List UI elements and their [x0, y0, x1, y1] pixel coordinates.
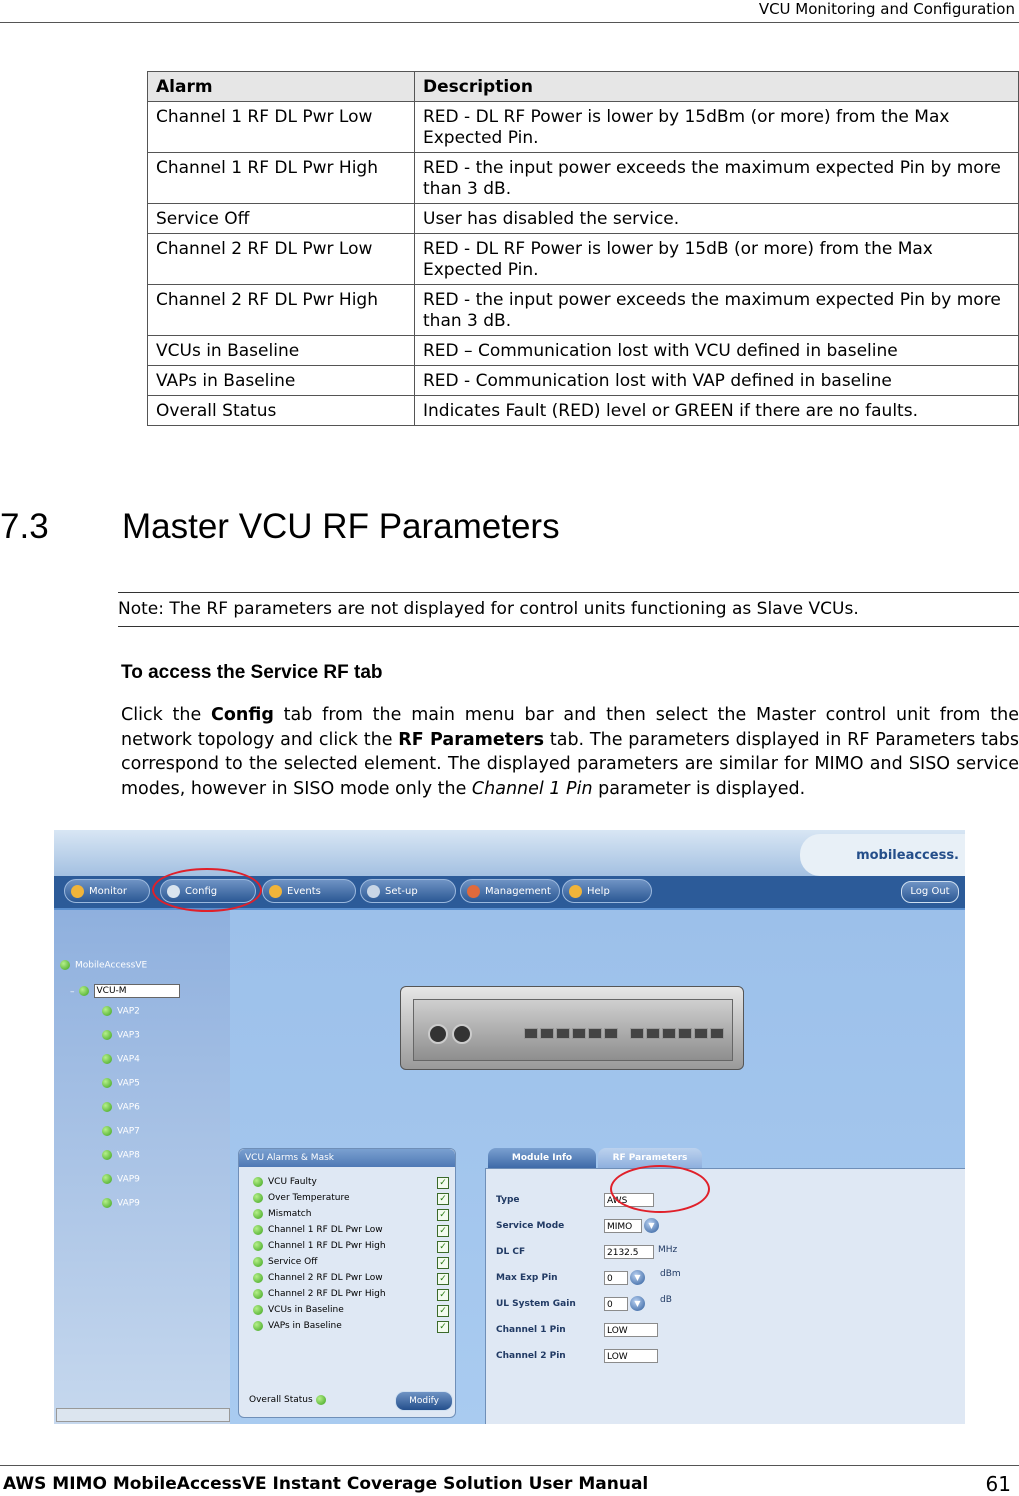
logout-button[interactable]: Log Out	[901, 881, 959, 903]
tree-label: MobileAccessVE	[75, 960, 148, 971]
alarm-item	[253, 1303, 344, 1317]
mask-checkbox[interactable]: ✓	[437, 1225, 449, 1237]
note-box: Note: The RF parameters are not displayed for control units functioning as Slave VCUs.	[118, 592, 1019, 627]
overall-status-label: Overall Status	[249, 1395, 313, 1405]
tree-node-vap[interactable]	[102, 1198, 140, 1209]
tree-scrollbar[interactable]	[56, 1408, 230, 1422]
ethernet-port-icon	[694, 1028, 708, 1039]
dl-cf-field[interactable]: 2132.5	[604, 1245, 654, 1259]
description-cell: RED – Communication lost with VCU defined in baseline	[415, 336, 1019, 366]
alarm-item	[253, 1207, 311, 1221]
column-header: Alarm	[148, 72, 415, 102]
tree-label: VAP4	[117, 1054, 140, 1065]
tree-label: VAP6	[117, 1102, 140, 1113]
monitor-icon	[71, 885, 84, 898]
tab-label: Set-up	[385, 886, 418, 897]
channel-1-pin-label: Channel 1 Pin	[496, 1325, 566, 1335]
management-icon	[467, 885, 480, 898]
highlight-config-oval	[152, 868, 262, 912]
logo-text: mobileaccess.	[856, 848, 959, 863]
dl-cf-label: DL CF	[496, 1247, 526, 1257]
alarm-cell: Channel 2 RF DL Pwr High	[148, 285, 415, 336]
status-ok-icon	[102, 1150, 112, 1160]
rf-port-icon	[452, 1024, 472, 1044]
vcu-alarms-mask-panel	[238, 1148, 456, 1418]
mask-checkbox[interactable]: ✓	[437, 1177, 449, 1189]
table-header-row	[148, 72, 1019, 102]
ethernet-port-icon	[540, 1028, 554, 1039]
ethernet-port-icon	[572, 1028, 586, 1039]
alarm-label: Channel 1 RF DL Pwr High	[268, 1241, 386, 1251]
status-ok-icon	[102, 1102, 112, 1112]
tree-label: VAP7	[117, 1126, 140, 1137]
table-row	[148, 204, 1019, 234]
mask-checkbox[interactable]: ✓	[437, 1305, 449, 1317]
tab-management[interactable]	[460, 879, 560, 903]
main-panel	[230, 910, 965, 1424]
description-cell: RED - the input power exceeds the maximum expected Pin by more than 3 dB.	[415, 285, 1019, 336]
alarm-item	[253, 1287, 386, 1301]
mask-checkbox[interactable]: ✓	[437, 1321, 449, 1333]
subheading: To access the Service RF tab	[121, 662, 383, 683]
network-topology-tree	[54, 910, 230, 1424]
status-ok-icon	[253, 1257, 263, 1267]
modify-button[interactable]: Modify	[395, 1391, 453, 1411]
tab-events[interactable]	[262, 879, 356, 903]
tree-node-vap[interactable]	[102, 1030, 140, 1041]
status-ok-icon	[102, 1030, 112, 1040]
alarm-label: Over Temperature	[268, 1193, 350, 1203]
alarm-cell: VCUs in Baseline	[148, 336, 415, 366]
paragraph-text: tab from the main menu bar and then select the Master control unit from the network topology and click the	[121, 705, 1019, 750]
alarm-label: VAPs in Baseline	[268, 1321, 342, 1331]
status-ok-icon	[253, 1177, 263, 1187]
tab-setup[interactable]	[360, 879, 456, 903]
channel-pin-term: Channel 1 Pin	[471, 778, 593, 799]
status-ok-icon	[102, 1174, 112, 1184]
page-footer	[0, 1465, 1019, 1496]
highlight-rf-tab-oval	[610, 1165, 710, 1213]
max-exp-pin-select[interactable]: 0	[604, 1271, 628, 1285]
instruction-paragraph	[121, 703, 1019, 801]
tab-label: Monitor	[89, 886, 128, 897]
status-ok-icon	[253, 1321, 263, 1331]
table-row	[148, 366, 1019, 396]
channel-1-pin-field[interactable]: LOW	[604, 1323, 658, 1337]
dl-cf-unit: MHz	[658, 1245, 678, 1255]
table-row	[148, 285, 1019, 336]
tree-node-vap[interactable]	[102, 1102, 140, 1113]
config-term: Config	[211, 705, 274, 725]
max-exp-pin-label: Max Exp Pin	[496, 1273, 558, 1283]
ethernet-port-icon	[604, 1028, 618, 1039]
status-ok-icon	[102, 1126, 112, 1136]
app-screenshot	[54, 830, 965, 1424]
tab-label: Help	[587, 886, 610, 897]
table-row	[148, 396, 1019, 426]
status-ok-icon	[253, 1241, 263, 1251]
chevron-down-icon[interactable]: ▼	[630, 1296, 645, 1311]
ethernet-port-icon	[630, 1028, 644, 1039]
mask-checkbox[interactable]: ✓	[437, 1289, 449, 1301]
column-header: Description	[415, 72, 1019, 102]
type-field[interactable]: AWS	[604, 1193, 654, 1207]
table-row	[148, 336, 1019, 366]
rf-parameters-panel	[485, 1168, 965, 1424]
tools-icon	[367, 885, 380, 898]
status-ok-icon	[102, 1078, 112, 1088]
tree-label-selected: VCU-M	[94, 984, 180, 998]
description-cell: User has disabled the service.	[415, 204, 1019, 234]
description-cell: RED - DL RF Power is lower by 15dB (or more) from the Max Expected Pin.	[415, 234, 1019, 285]
tree-label: VAP8	[117, 1150, 140, 1161]
tab-label: Management	[485, 886, 551, 897]
status-ok-icon	[102, 1006, 112, 1016]
tree-root[interactable]	[60, 960, 147, 971]
mask-checkbox[interactable]: ✓	[437, 1273, 449, 1285]
tree-label: VAP9	[117, 1174, 140, 1185]
table-row	[148, 102, 1019, 153]
alarm-item	[253, 1191, 350, 1205]
description-cell: RED - the input power exceeds the maximum expected Pin by more than 3 dB.	[415, 153, 1019, 204]
device-front-panel	[413, 999, 733, 1061]
service-mode-label: Service Mode	[496, 1221, 565, 1231]
section-title: Master VCU RF Parameters	[122, 507, 560, 546]
max-exp-pin-unit: dBm	[660, 1269, 681, 1279]
description-cell: RED - Communication lost with VAP defined in baseline	[415, 366, 1019, 396]
panel-title: VCU Alarms & Mask	[239, 1149, 455, 1167]
tree-label: VAP5	[117, 1078, 140, 1089]
rf-parameters-term: RF Parameters	[398, 729, 545, 750]
status-ok-icon	[253, 1209, 263, 1219]
ethernet-port-icon	[710, 1028, 724, 1039]
status-ok-icon	[253, 1193, 263, 1203]
tab-monitor[interactable]	[64, 879, 150, 903]
header-title: VCU Monitoring and Configuration	[758, 0, 1015, 18]
tab-label: Events	[287, 886, 321, 897]
status-ok-icon	[102, 1198, 112, 1208]
ul-system-gain-select[interactable]: 0	[604, 1297, 628, 1311]
paragraph-text: parameter is displayed.	[592, 778, 806, 799]
mask-checkbox[interactable]: ✓	[437, 1193, 449, 1205]
mask-checkbox[interactable]: ✓	[437, 1241, 449, 1253]
manual-title: AWS MIMO MobileAccessVE Instant Coverage Solution User Manual	[3, 1474, 649, 1494]
tree-label: VAP9	[117, 1198, 140, 1209]
help-icon	[569, 885, 582, 898]
alarm-label: Channel 1 RF DL Pwr Low	[268, 1225, 383, 1235]
section-number: 7.3	[0, 507, 49, 546]
ethernet-port-icon	[662, 1028, 676, 1039]
collapse-icon[interactable]: –	[70, 986, 75, 997]
ethernet-port-icon	[678, 1028, 692, 1039]
tree-label: VAP2	[117, 1006, 140, 1017]
overall-status	[249, 1393, 331, 1407]
tree-node-vap[interactable]	[102, 1054, 140, 1065]
tree-node-vap[interactable]	[102, 1126, 140, 1137]
status-ok-icon	[60, 960, 70, 970]
alarm-label: Mismatch	[268, 1209, 312, 1219]
ul-system-gain-label: UL System Gain	[496, 1299, 576, 1309]
alarm-label: VCU Faulty	[268, 1177, 317, 1187]
chevron-down-icon[interactable]: ▼	[630, 1270, 645, 1285]
table-row	[148, 234, 1019, 285]
tab-label: Config	[185, 886, 218, 897]
type-label: Type	[496, 1195, 520, 1205]
alarm-cell: Service Off	[148, 204, 415, 234]
paragraph-text: tab. The parameters displayed in RF Parameters tabs correspond to the selected element. The displayed parameters are similar for MIMO and SISO service modes, however in SISO mode only the	[121, 729, 1019, 799]
alarm-item	[253, 1319, 342, 1333]
page-header	[0, 0, 1019, 23]
page-number: 61	[985, 1472, 1011, 1496]
events-icon	[269, 885, 282, 898]
alarm-cell: Channel 2 RF DL Pwr Low	[148, 234, 415, 285]
tab-help[interactable]	[562, 879, 652, 903]
ethernet-port-icon	[556, 1028, 570, 1039]
status-ok-icon	[253, 1289, 263, 1299]
tab-module-info[interactable]: Module Info	[488, 1148, 596, 1168]
alarm-item	[253, 1255, 317, 1269]
alarm-label: Channel 2 RF DL Pwr High	[268, 1289, 386, 1299]
tree-label: VAP3	[117, 1030, 140, 1041]
mask-checkbox[interactable]: ✓	[437, 1209, 449, 1221]
paragraph-text: Click the	[121, 705, 212, 725]
vcu-device-image	[400, 986, 744, 1070]
tree-node-vap[interactable]	[102, 1150, 140, 1161]
ul-system-gain-unit: dB	[660, 1295, 672, 1305]
table-row	[148, 153, 1019, 204]
mobileaccess-logo	[800, 834, 965, 876]
status-ok-icon	[316, 1395, 326, 1405]
alarm-cell: Channel 1 RF DL Pwr Low	[148, 102, 415, 153]
mask-checkbox[interactable]: ✓	[437, 1257, 449, 1269]
alarm-item	[253, 1239, 386, 1253]
status-ok-icon	[79, 986, 89, 996]
alarm-label: Channel 2 RF DL Pwr Low	[268, 1273, 383, 1283]
alarm-item	[253, 1223, 383, 1237]
alarm-table	[147, 71, 1019, 426]
alarm-cell: Overall Status	[148, 396, 415, 426]
status-ok-icon	[253, 1305, 263, 1315]
ethernet-port-icon	[588, 1028, 602, 1039]
alarm-label: Service Off	[268, 1257, 318, 1267]
status-ok-icon	[102, 1054, 112, 1064]
alarm-label: VCUs in Baseline	[268, 1305, 344, 1315]
service-mode-select[interactable]: MIMO	[604, 1219, 642, 1233]
alarm-cell: Channel 1 RF DL Pwr High	[148, 153, 415, 204]
channel-2-pin-label: Channel 2 Pin	[496, 1351, 566, 1361]
channel-2-pin-field[interactable]: LOW	[604, 1349, 658, 1363]
tree-node-vap[interactable]	[102, 1174, 140, 1185]
ethernet-port-icon	[524, 1028, 538, 1039]
tree-node-vcu-m[interactable]	[70, 984, 180, 998]
status-ok-icon	[253, 1273, 263, 1283]
tree-node-vap[interactable]	[102, 1006, 140, 1017]
tab-rf-parameters[interactable]: RF Parameters	[598, 1148, 702, 1168]
alarm-cell: VAPs in Baseline	[148, 366, 415, 396]
rf-port-icon	[428, 1024, 448, 1044]
alarm-item	[253, 1175, 317, 1189]
description-cell: Indicates Fault (RED) level or GREEN if there are no faults.	[415, 396, 1019, 426]
alarm-item	[253, 1271, 383, 1285]
chevron-down-icon[interactable]: ▼	[644, 1218, 659, 1233]
tree-node-vap[interactable]	[102, 1078, 140, 1089]
description-cell: RED - DL RF Power is lower by 15dBm (or more) from the Max Expected Pin.	[415, 102, 1019, 153]
status-ok-icon	[253, 1225, 263, 1235]
ethernet-port-icon	[646, 1028, 660, 1039]
